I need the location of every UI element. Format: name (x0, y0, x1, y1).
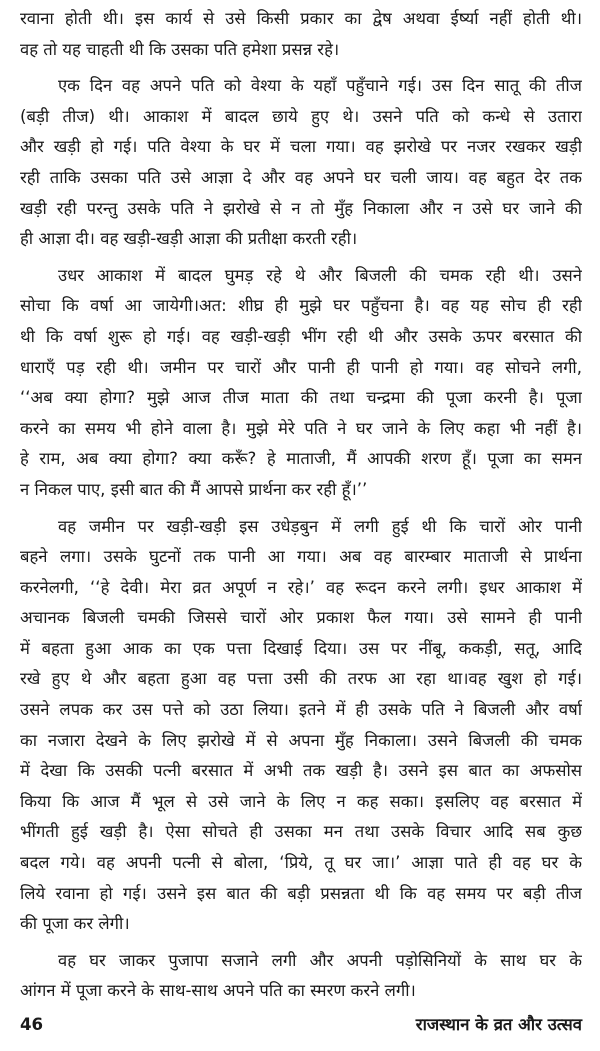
text-line: करने का समय भी होने वाला है। मुझे मेरे पति ने घर जाने के लिए कहा भी नहीं है। (20, 418, 582, 438)
text-line: थी कि वर्षा शुरू हो गई। वह खड़ी-खड़ी भींग रही थी और उसके ऊपर बरसात की (20, 326, 582, 346)
text-line: (बड़ी तीज) थी। आकाश में बादल छाये हुए थे। उसने पति को कन्धे से उतारा (20, 106, 582, 126)
text-line: ‘‘अब क्या होगा? मुझे आज तीज माता की तथा चन्द्रमा की पूजा करनी है। पूजा (20, 388, 582, 408)
text-line: में बहता हुआ आक का एक पत्ता दिखाई दिया। उस पर नींबू, ककड़ी, सतू, आदि (20, 638, 582, 658)
text-line: बदल गये। वह अपनी पत्नी से बोला, ‘प्रिये, तू घर जा।’ आज्ञा पाते ही वह घर के (20, 853, 582, 873)
text-line: खड़ी रही परन्तु उसके पति ने झरोखे से न तो मुँह निकाला और न उसे घर जाने की (20, 198, 582, 218)
running-title: राजस्थान के व्रत और उत्सव (415, 1015, 582, 1034)
text-line: रही ताकि उसका पति उसे आज्ञा दे और वह अपने घर चली जाय। वह बहुत देर तक (20, 167, 582, 187)
text-line: उधर आकाश में बादल घुमड़ रहे थे और बिजली की चमक रही थी। उसने (58, 265, 582, 285)
text-line: भींगती हुई खड़ी है। ऐसा सोचते ही उसका मन तथा उसके विचार आदि सब कुछ (20, 822, 582, 842)
page-number: 46 (20, 1015, 44, 1034)
text-line: का नजारा देखने के लिए झरोखे में से अपना मुँह निकाला। उसने बिजली की चमक (20, 730, 582, 750)
text-line: उसने लपक कर उस पत्ते को उठा लिया। इतने में ही उसके पति ने बिजली और वर्षा (20, 700, 582, 720)
text-line: और खड़ी हो गई। पति वेश्या के घर में चला गया। वह झरोखे पर नजर रखकर खड़ी (20, 137, 582, 157)
text-line: रवाना होती थी। इस कार्य से उसे किसी प्रकार का द्वेष अथवा ईर्ष्या नहीं होती थी। (20, 9, 582, 28)
text-line: सोचा कि वर्षा आ जायेगी।अत: शीघ्र ही मुझे घर पहुँचना है। वह यह सोच ही रही (20, 296, 582, 316)
text-line: अचानक बिजली चमकी जिससे चारों ओर प्रकाश फैल गया। उसे सामने ही पानी (20, 608, 582, 628)
text-line: रखे हुए थे और बहता हुआ वह पत्ता उसी की तरफ आ रहा था।वह खुश हो गई। (20, 669, 582, 689)
paragraph-4 (20, 512, 582, 940)
text-line: आंगन में पूजा करने के साथ-साथ अपने पति का स्मरण करने लगी। (20, 981, 416, 1001)
paragraph-3 (20, 261, 582, 506)
text-line: में देखा कि उसकी पत्नी बरसात में अभी तक खड़ी है। उसने इस बात का अफसोस (20, 761, 582, 781)
text-line: न निकल पाए, इसी बात की मैं आपसे प्रार्थना कर रही हूँ।’’ (20, 479, 368, 499)
text-line: की पूजा कर लेगी। (20, 914, 130, 934)
text-line: धाराएँ पड़ रही थी। जमीन पर चारों और पानी ही पानी हो गया। वह सोचने लगी, (20, 357, 582, 377)
paragraph-2 (20, 71, 582, 255)
text-line: वह जमीन पर खड़ी-खड़ी इस उधेड़बुन में लगी हुई थी कि चारों ओर पानी (58, 516, 582, 536)
text-line: ही आज्ञा दी। वह खड़ी-खड़ी आज्ञा की प्रतीक्षा करती रही। (20, 229, 358, 249)
text-line: करनेलगी, ‘‘हे देवी। मेरा व्रत अपूर्ण न रहे।’ वह रूदन करने लगी। इधर आकाश में (20, 577, 582, 597)
text-line: एक दिन वह अपने पति को वेश्या के यहाँ पहुँचाने गई। उस दिन सातू की तीज (58, 76, 582, 96)
text-line: वह घर जाकर पुजापा सजाने लगी और अपनी पड़ोसिनियों के साथ घर के (58, 950, 582, 970)
text-line: किया कि आज मैं भूल से उसे जाने के लिए न कह सका। इसलिए वह बरसात में (20, 791, 582, 811)
page-footer (20, 1010, 582, 1040)
paragraph-5 (20, 946, 582, 1007)
paragraph-1 (20, 4, 582, 65)
text-line: हे राम, अब क्या होगा? क्या करूँ? हे माताजी, मैं आपकी शरण हूँ। पूजा का समन (20, 449, 582, 469)
text-line: बहने लगा। उसके घुटनों तक पानी आ गया। अब वह बारम्बार माताजी से प्रार्थना (20, 547, 582, 567)
body-text (20, 4, 582, 1013)
text-line: लिये रवाना हो गई। उसने इस बात की बड़ी प्रसन्नता थी कि वह समय पर बड़ी तीज (20, 883, 582, 903)
text-line: वह तो यह चाहती थी कि उसका पति हमेशा प्रसन्न रहे। (20, 39, 340, 59)
